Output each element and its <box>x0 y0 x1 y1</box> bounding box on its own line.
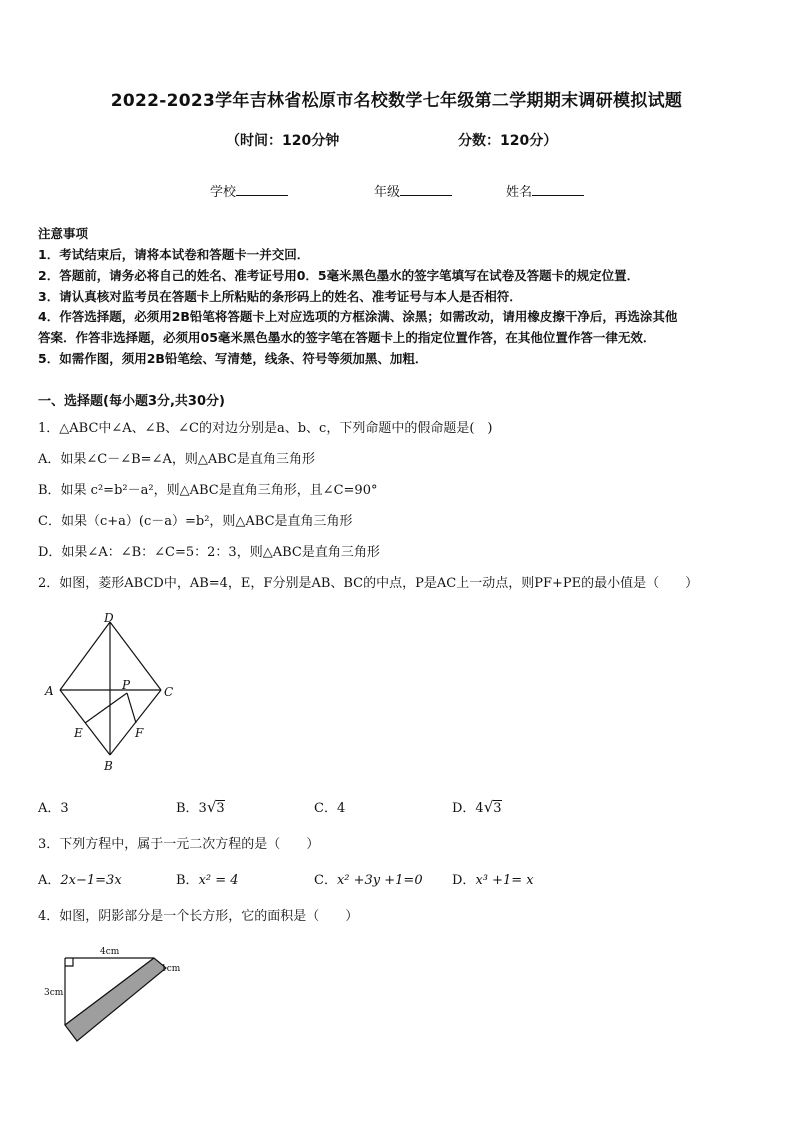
edge-dc <box>110 622 161 690</box>
notice-item: 4．作答选择题，必须用2B铅笔将答题卡上对应选项的方框涂满、涂黑；如需改动，请用橡皮擦干净后，再选涂其他 <box>38 309 678 324</box>
sqrt-sign: √ <box>483 798 494 816</box>
notice-item: 3．请认真核对监考员在答题卡上所粘贴的条形码上的姓名、准考证号与本人是否相符． <box>38 289 522 304</box>
q2-rhombus-figure <box>40 610 190 780</box>
exam-time: （时间：120分钟 <box>226 133 340 149</box>
grade-blank <box>400 183 452 196</box>
q2-option-b: B．3√3 <box>176 798 225 816</box>
edge-da <box>60 622 110 690</box>
grade-label: 年级 <box>374 185 401 200</box>
shaded-rectangle <box>65 958 166 1041</box>
q4-stem: 4．如图，阴影部分是一个长方形，它的面积是（ ） <box>38 909 359 924</box>
label-e: E <box>74 726 83 740</box>
q2-option-d: D．4√3 <box>452 798 502 816</box>
page-title: 2022-2023学年吉林省松原市名校数学七年级第二学期期末调研模拟试题 <box>110 91 683 111</box>
q3-stem: 3．下列方程中，属于一元二次方程的是（ ） <box>38 837 320 852</box>
q3-option-d: D．x³ +1= x <box>452 873 534 888</box>
school-blank <box>236 183 288 196</box>
q1-stem: 1．△ABC中∠A、∠B、∠C的对边分别是a、b、c，下列命题中的假命题是( ) <box>38 421 493 436</box>
q1-option-c: C．如果（c+a）(c－a）=b²，则△ABC是直角三角形 <box>38 514 353 529</box>
segment-pe <box>85 693 127 723</box>
label-3cm: 3cm <box>44 988 64 998</box>
school-label: 学校 <box>210 185 237 200</box>
name-field <box>506 181 584 200</box>
notice-item: 5．如需作图，须用2B铅笔绘、写清楚，线条、符号等须加黑、加粗． <box>38 351 428 366</box>
sqrt-sign: √ <box>206 798 217 816</box>
notice-heading: 注意事项 <box>38 226 89 241</box>
grade-field <box>374 181 452 200</box>
q1-option-a: A．如果∠C－∠B=∠A，则△ABC是直角三角形 <box>38 452 315 467</box>
label-c: C <box>164 685 174 699</box>
notice-item: 1．考试结束后，请将本试卷和答题卡一并交回． <box>38 247 310 262</box>
label-1cm: 1cm <box>161 964 181 974</box>
q2-stem: 2．如图，菱形ABCD中，AB=4，E，F分别是AB、BC的中点，P是AC上一动点，则PF+PE的最小值是（ ） <box>38 576 699 591</box>
q3-option-b: B．x² = 4 <box>176 873 239 888</box>
section-heading: 一、选择题(每小题3分,共30分) <box>38 394 225 409</box>
label-a: A <box>45 684 54 698</box>
notice-item: 答案．作答非选择题，必须用05毫米黑色墨水的签字笔在答题卡上的指定位置作答，在其他位置作答一律无效． <box>38 330 656 345</box>
label-d: D <box>104 611 114 625</box>
name-blank <box>532 183 584 196</box>
school-field <box>210 181 288 200</box>
notice-item: 2．答题前，请务必将自己的姓名、准考证号用0．5毫米黑色墨水的签字笔填写在试卷及答题卡的规定位置． <box>38 268 640 283</box>
q1-option-b: B．如果 c²=b²－a²，则△ABC是直角三角形，且∠C=90° <box>38 483 378 498</box>
q2-option-a: A．3 <box>38 801 69 816</box>
q1-option-d: D．如果∠A：∠B：∠C=5：2：3，则△ABC是直角三角形 <box>38 545 380 560</box>
q3-option-c: C．x² +3y +1=0 <box>314 873 423 888</box>
right-angle-mark <box>65 958 73 966</box>
name-label: 姓名 <box>506 185 533 200</box>
label-4cm: 4cm <box>100 947 120 957</box>
label-f: F <box>135 726 144 740</box>
exam-score: 分数：120分） <box>458 133 558 149</box>
q3-option-a: A．2x−1=3x <box>38 873 122 888</box>
segment-pf <box>127 693 136 723</box>
label-b: B <box>104 759 113 773</box>
label-p: P <box>122 678 131 692</box>
q4-rectangle-figure <box>40 940 200 1050</box>
q2-option-c: C．4 <box>314 801 346 816</box>
